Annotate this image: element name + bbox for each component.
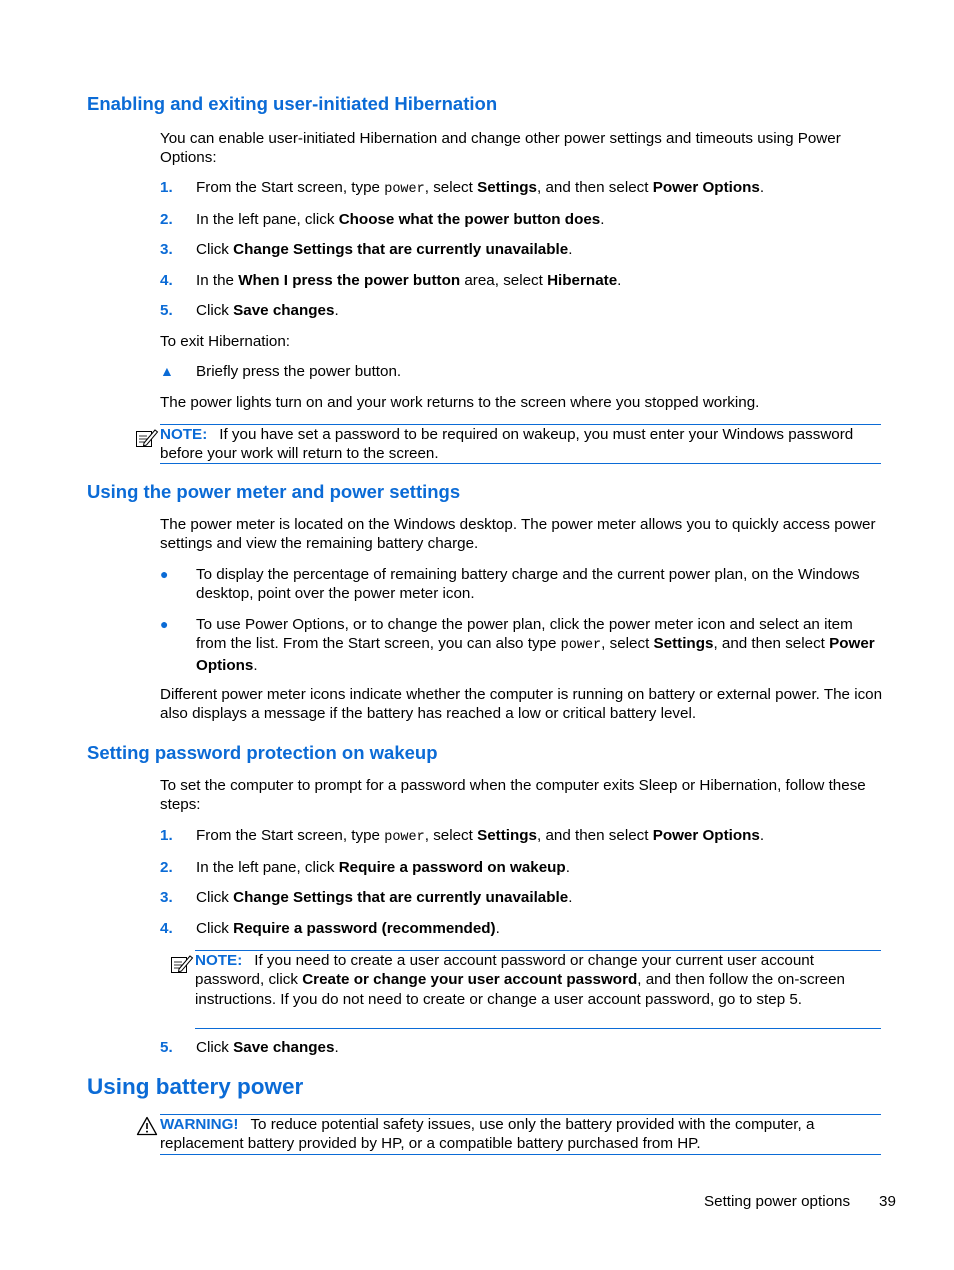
triangle-bullet-icon: ▲ bbox=[160, 363, 174, 379]
exit-hibernation-label: To exit Hibernation: bbox=[160, 333, 291, 350]
step-number: 1. bbox=[160, 179, 173, 196]
note-pencil-icon bbox=[135, 427, 159, 454]
hibernation-step-2: 2. In the left pane, click Choose what the power button does. bbox=[160, 211, 605, 228]
warning-triangle-icon bbox=[136, 1116, 158, 1141]
password-step-2: 2. In the left pane, click Require a password on wakeup. bbox=[160, 859, 570, 876]
hibernation-intro: You can enable user-initiated Hibernation and change other power settings and timeouts using Power Options: bbox=[160, 130, 841, 167]
section-heading-password: Setting password protection on wakeup bbox=[87, 742, 438, 763]
note-callout-password: NOTE: If you need to create a user account password or change your current user account password, click Create or change your user account password, and then follow the on-screen instructions. If you do not need to create or change a user account password, go to step 5. bbox=[195, 950, 881, 1029]
note-label: NOTE: bbox=[160, 426, 208, 443]
note-callout-hibernation bbox=[160, 424, 881, 464]
hibernation-step-3: 3. Click Change Settings that are currently unavailable. bbox=[160, 241, 573, 258]
password-intro: To set the computer to prompt for a password when the computer exits Sleep or Hibernation, follow these steps: bbox=[160, 777, 866, 814]
password-step-3: 3. Click Change Settings that are currently unavailable. bbox=[160, 889, 573, 906]
bullet-dot-icon: ● bbox=[160, 566, 169, 582]
power-meter-intro: The power meter is located on the Windows desktop. The power meter allows you to quickly access power settings and view the remaining battery charge. bbox=[160, 516, 876, 553]
hibernation-step-4: 4. In the When I press the power button area, select Hibernate. bbox=[160, 272, 622, 289]
warning-text: To reduce potential safety issues, use only the battery provided with the computer, a replacement battery provided by HP, or a compatible battery purchased from HP. bbox=[160, 1116, 815, 1153]
note-label: NOTE: bbox=[195, 952, 243, 969]
hibernation-result: The power lights turn on and your work returns to the screen where you stopped working. bbox=[160, 394, 760, 411]
note-pencil-icon bbox=[170, 953, 194, 980]
power-meter-bullet-1: ● To display the percentage of remaining battery charge and the current power plan, on the Windows desktop, point over the power meter icon. bbox=[160, 566, 860, 603]
hibernation-step-1: 1. From the Start screen, type power, select Settings, and then select Power Options. bbox=[160, 179, 765, 197]
warning-label: WARNING! bbox=[160, 1116, 239, 1133]
footer-section-title: Setting power options bbox=[704, 1193, 851, 1210]
section-heading-power-meter: Using the power meter and power settings bbox=[87, 481, 461, 502]
section-heading-hibernation: Enabling and exiting user-initiated Hibernation bbox=[87, 93, 498, 114]
bullet-dot-icon: ● bbox=[160, 616, 169, 632]
exit-step: ▲ Briefly press the power button. bbox=[160, 363, 402, 380]
password-step-5: 5. Click Save changes. bbox=[160, 1039, 339, 1056]
password-step-1: 1. From the Start screen, type power, select Settings, and then select Power Options. bbox=[160, 827, 765, 845]
password-step-4: 4. Click Require a password (recommended). bbox=[160, 920, 500, 937]
power-meter-outro: Different power meter icons indicate whether the computer is running on battery or external power. The icon also displays a message if the battery has reached a low or critical battery level. bbox=[160, 686, 883, 723]
footer-page-number: 39 bbox=[879, 1193, 896, 1210]
power-meter-bullet-2: ● To use Power Options, or to change the power plan, click the power meter icon and select an item from the list. From the Start screen, you can also type power, select Settings, and then select Power Options. bbox=[160, 616, 875, 674]
hibernation-step-5: 5. Click Save changes. bbox=[160, 302, 339, 319]
note-text: If you have set a password to be required on wakeup, you must enter your Windows password before your work will return to the screen. bbox=[160, 426, 854, 463]
section-heading-battery: Using battery power bbox=[87, 1074, 304, 1099]
warning-callout-battery bbox=[160, 1114, 881, 1155]
